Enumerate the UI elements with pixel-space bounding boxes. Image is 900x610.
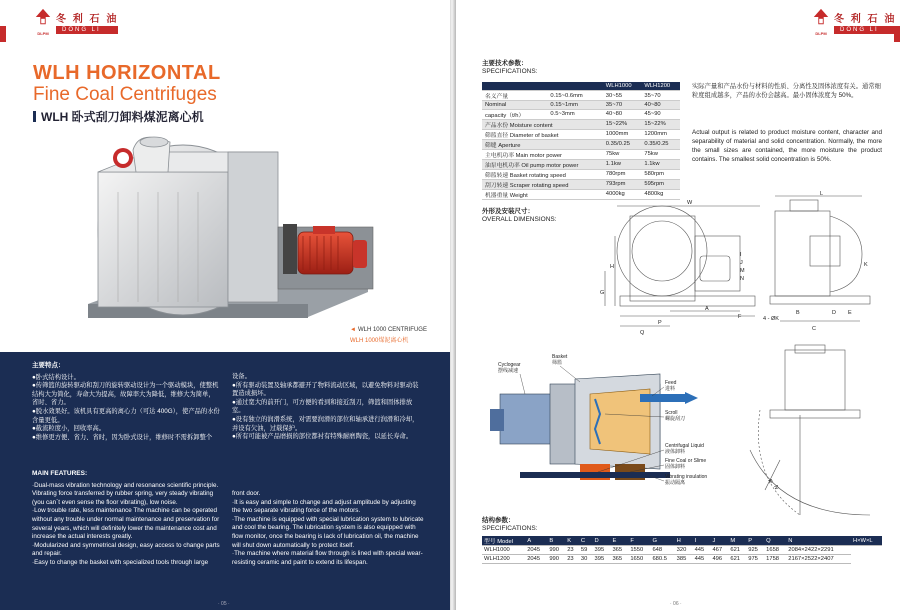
page-title: WLH HORIZONTAL (33, 62, 221, 84)
struct-cell: 621 (728, 546, 746, 555)
spec-value: 580rpm (641, 169, 680, 179)
corner-bar (0, 26, 6, 42)
spec-value: 0.35/0.25 (641, 139, 680, 149)
spec-label: 刮刀转速 Scraper rotating speed (482, 179, 603, 189)
brand-logo-icon (34, 8, 52, 26)
dim-label-g: G (600, 290, 605, 296)
feature-cn-item: ●所有驱动装置及轴承都避开了物料流动区域，以避免物料对驱动装置造成损坏。 (232, 381, 419, 398)
spec-value: 4800kg (641, 189, 680, 199)
dims-heading (482, 208, 557, 224)
feature-cn-item: 设备。 (232, 373, 251, 380)
features-en-heading: MAIN FEATURES: (32, 470, 88, 477)
struct-cell: 385 (675, 555, 693, 564)
struct-heading-en: SPECIFICATIONS: (482, 525, 538, 532)
spec-row (482, 101, 680, 110)
struct-cell: 23 (565, 555, 579, 564)
struct-cell: 990 (547, 555, 565, 564)
brand-header (812, 8, 896, 36)
struct-cell: 445 (693, 546, 711, 555)
struct-cell: 1550 (628, 546, 650, 555)
struct-cell: 1650 (628, 555, 650, 564)
feature-en-item: ·The machine is equipped with special lubrication system to lubricate and cool the bearing. The lubrication system is also equipped with flow monitor, once the bearing is lack of lubrication oil, the machine will shut down automatically to protect itself. (232, 515, 424, 549)
spec-value: 0.35/0.25 (603, 139, 642, 149)
struct-cell: 680.5 (650, 555, 674, 564)
photo-caption-en: ◄ WLH 1000 CENTRIFUGE (350, 327, 427, 333)
page-title-cn: WLH 卧式刮刀卸料煤泥离心机 (33, 108, 204, 125)
struct-col-header: H (675, 536, 693, 546)
part-vib-en: Vibrating insulation (665, 474, 708, 480)
spec-value: 30~55 (603, 91, 642, 101)
spec-value: 35~70 (603, 101, 642, 110)
dim-label-h: H (610, 264, 614, 270)
dim-label-i: I (740, 252, 742, 258)
part-vib-cn: 振动隔离 (665, 480, 686, 486)
spec-value: 15~22% (641, 119, 680, 129)
spec-value: 1.1kw (641, 159, 680, 169)
struct-cell: 990 (547, 546, 565, 555)
note-en: Actual output is related to product moisture content, character and separability of material and solid concentration. Normally, the more the small sizes are contained, the more moisture the product contains. The smallest solid concentration is 50%. (692, 129, 882, 163)
struct-cell: 496 (710, 555, 728, 564)
feature-cn-item: ●设有独立的润滑系统，对需要润滑的部位和轴承进行润滑和冷却，并设有欠油，过载保护。 (232, 415, 419, 432)
features-en-right (232, 490, 424, 567)
dim-label-j: J (740, 260, 743, 266)
struct-cell: 2167×2522×2407 (786, 555, 851, 564)
section-drawing (480, 354, 720, 494)
spec-label: 名义产量 (482, 91, 547, 101)
feature-en-item: ·The machine where material flow through is lined with special wear-resisting ceramic and paint to extend its lifespan. (232, 550, 423, 566)
struct-heading (482, 517, 538, 533)
struct-cell: 320 (675, 546, 693, 555)
struct-cell: 2084×2422×2291 (786, 546, 851, 555)
struct-col-header: 型号 Model (482, 536, 525, 546)
brand-name-en: DONG LI (56, 26, 118, 34)
struct-col-header: H×W×L (851, 536, 882, 546)
dim-label-w: W (687, 200, 693, 206)
brand-logo-text: DLPM (815, 31, 827, 36)
struct-cell: 365 (610, 555, 628, 564)
dims-heading-cn: 外形及安装尺寸： (482, 208, 534, 215)
struct-cell: WLH1000 (482, 546, 525, 555)
struct-row (482, 555, 882, 564)
spec-row (482, 179, 680, 189)
struct-cell: 395 (593, 546, 611, 555)
dim-label-r: R (766, 478, 774, 485)
spec-value: 45~90 (641, 109, 680, 119)
spec-value: 4000kg (603, 189, 642, 199)
spec-value: 780rpm (603, 169, 642, 179)
feature-cn-item: ●截流粒度小，回收率高。 (32, 425, 106, 433)
spec-row (482, 139, 680, 149)
struct-col-header: C (579, 536, 593, 546)
brand-name-en: DONG LI (834, 26, 896, 34)
struct-col-header: N (786, 536, 851, 546)
struct-header-row (482, 536, 882, 546)
struct-cell: 30 (579, 555, 593, 564)
spec-label: 油泵电机功率 Oil pump motor power (482, 159, 603, 169)
right-page (456, 0, 900, 610)
spec-value: 40~80 (603, 109, 642, 119)
dim-label-k: K (864, 262, 868, 268)
part-basket-cn: 筛篮 (552, 360, 563, 366)
struct-col-header: F (628, 536, 650, 546)
page-number: · 05 · (218, 601, 230, 607)
spec-value: 40~80 (641, 101, 680, 110)
dim-label-holes: 4 - ØK (763, 316, 779, 322)
part-liquid-cn: 液体卸料 (665, 449, 686, 455)
spec-label: 主电机功率 Main motor power (482, 149, 603, 159)
struct-cell: 467 (710, 546, 728, 555)
dim-label-f: F (738, 314, 742, 320)
spec-value: 793rpm (603, 179, 642, 189)
spec-row (482, 119, 680, 129)
struct-cell: WLH1200 (482, 555, 525, 564)
spec-value: 35~70 (641, 91, 680, 101)
spec-row (482, 91, 680, 101)
page-subtitle: Fine Coal Centrifuges (33, 84, 217, 105)
dim-label-c: C (812, 326, 816, 332)
spec-heading (482, 60, 538, 76)
struct-col-header: A (525, 536, 547, 546)
feature-cn-item: ●通过宽大的前开门，可方便的看到和接近刮刀，筛篮和固体排放室。 (232, 398, 413, 415)
spec-label: capacity（t/h） (482, 109, 547, 119)
dim-label-a: A (705, 306, 709, 312)
feature-cn-item: ●维修更方便、省力、省时，因为卧式设计，维修时不需拆卸整个 (32, 433, 213, 441)
struct-row (482, 546, 882, 555)
spec-label: 机器重量 Weight (482, 189, 603, 199)
struct-cell: 621 (728, 555, 746, 564)
brand-header (34, 8, 118, 36)
feature-en-item: ·Easy to change the basket with specialized tools through large (32, 558, 209, 566)
struct-heading-cn: 结构参数： (482, 517, 515, 524)
dim-label-l: L (820, 191, 824, 197)
dim-label-m: M (740, 268, 745, 274)
spec-col-header: WLH1200 (641, 82, 680, 91)
spec-sublabel: 0.15~1mm (547, 101, 602, 110)
struct-cell: 1758 (764, 555, 786, 564)
part-coal-cn: 固体卸料 (665, 464, 686, 470)
spec-row (482, 169, 680, 179)
part-cyclogear-en: Cyclogear (498, 362, 521, 368)
struct-col-header: I (693, 536, 711, 546)
note-cn: 实际产量和产品水份与材料的性质、分离性及固体浓度有关。通常细粒度组成越多，产品的水份会越高。最小固体浓度为 50%。 (692, 83, 881, 99)
struct-col-header: Q (764, 536, 786, 546)
brand-logo (34, 8, 52, 36)
spec-row (482, 129, 680, 139)
dim-label-e: E (848, 310, 852, 316)
struct-table (482, 536, 882, 564)
feature-cn-item: ●传筛篮的旋转驱动和刮刀的旋转驱动设计为一个驱动模块，使整机结构大为简化，寿命大为提高，故障率大为降低，维修大为简单，省时、省力。 (32, 382, 219, 407)
struct-col-header: J (710, 536, 728, 546)
spec-row (482, 109, 680, 119)
spec-label: 筛篮转速 Basket rotating speed (482, 169, 603, 179)
dim-label-n2: N (772, 484, 780, 491)
features-en-left (32, 470, 222, 568)
spec-row (482, 159, 680, 169)
corner-bar (894, 26, 900, 42)
spec-table (482, 82, 680, 200)
struct-col-header: E (610, 536, 628, 546)
door-swing-drawing (740, 340, 890, 525)
dim-label-d: D (832, 310, 836, 316)
struct-cell: 975 (746, 555, 764, 564)
spec-heading-cn: 主要技术参数： (482, 60, 528, 67)
feature-cn-item: ●所有可能被产品磨损的部位都衬有特殊耐磨陶瓷，以延长寿命。 (232, 433, 413, 441)
spec-value: 1200mm (641, 129, 680, 139)
spec-label: Nominal (482, 101, 547, 110)
struct-cell: 648 (650, 546, 674, 555)
struct-col-header: G (650, 536, 674, 546)
spec-sublabel: 0.5~3mm (547, 109, 602, 119)
brand-name-cn: 冬 利 石 油 (56, 14, 119, 25)
part-basket-en: Basket (552, 354, 568, 360)
struct-cell: 445 (693, 555, 711, 564)
spec-value: 595rpm (641, 179, 680, 189)
part-cyclogear-cn: 摆线减速 (498, 368, 519, 374)
brand-logo (812, 8, 830, 36)
struct-col-header: D (593, 536, 611, 546)
spec-header-blank (482, 82, 603, 91)
brand-name-cn: 冬 利 石 油 (834, 14, 897, 25)
dim-label-n: N (740, 276, 744, 282)
spec-value: 75kw (603, 149, 642, 159)
features-cn-left (32, 362, 220, 442)
features-cn-heading: 主要特点： (32, 362, 65, 369)
spec-heading-en: SPECIFICATIONS: (482, 68, 538, 75)
brand-logo-icon (812, 8, 830, 26)
page-number: · 06 · (670, 601, 682, 607)
part-feed-cn: 进料 (665, 386, 676, 392)
struct-col-header: K (565, 536, 579, 546)
spec-value: 15~22% (603, 119, 642, 129)
spec-col-header: WLH1000 (603, 82, 642, 91)
spec-label: 筛缝 Aperture (482, 139, 603, 149)
spec-value: 1000mm (603, 129, 642, 139)
dims-heading-en: OVERALL DIMENSIONS: (482, 216, 557, 223)
struct-col-header: M (728, 536, 746, 546)
struct-cell: 2045 (525, 555, 547, 564)
brand-logo-text: DLPM (37, 31, 49, 36)
struct-cell: 1658 (764, 546, 786, 555)
spec-header-row (482, 82, 680, 91)
feature-en-item: ·Low trouble rate, less maintenance The machine can be operated without any trouble under normal maintenance and preservation for several years, which will definitely lower the maintenance cost and increase the actual interests greatly. (32, 507, 220, 541)
struct-cell: 395 (593, 555, 611, 564)
dim-label-b: B (796, 310, 800, 316)
feature-cn-item: ●脱水效果好。该机具有更高的离心力（可达 400G），使产品的水份含量更低。 (32, 407, 220, 424)
spec-value: 1.1kw (603, 159, 642, 169)
spec-label: 筛篮直径 Diameter of basket (482, 129, 603, 139)
struct-col-header: P (746, 536, 764, 546)
feature-en-item: ·Modularized and symmetrical design, easy access to change parts and repair. (32, 541, 220, 558)
photo-caption-cn: WLH 1000煤泥离心机 (350, 338, 409, 344)
struct-cell: 23 (565, 546, 579, 555)
feature-cn-item: ●卧式结构设计。 (32, 373, 80, 381)
dim-label-q: Q (640, 330, 645, 336)
struct-cell: 365 (610, 546, 628, 555)
struct-cell: 2045 (525, 546, 547, 555)
struct-cell: 925 (746, 546, 764, 555)
part-scroll-cn: 螺旋刮刀 (665, 416, 686, 422)
struct-cell: 59 (579, 546, 593, 555)
dim-label-p: P (658, 320, 662, 326)
spec-row (482, 149, 680, 159)
part-coal-en: Fine Coal or Slime (665, 458, 707, 464)
features-panel (0, 352, 450, 610)
part-feed-en: Feed (665, 380, 677, 386)
spec-label: 产品水份 Moisture content (482, 119, 603, 129)
centrifuge-photo (78, 132, 378, 337)
spec-sublabel: 0.15~0.6mm (547, 91, 602, 101)
part-scroll-en: Scroll (665, 410, 678, 416)
feature-en-item: ·It is easy and simple to change and adjust amplitude by adjusting the two separate vibrating force of the motors. (232, 498, 416, 515)
struct-col-header: B (547, 536, 565, 546)
feature-en-item: front door. (232, 490, 261, 497)
feature-en-item: ·Dual-mass vibration technology and resonance scientific principle. Vibrating force transferred by rubber spring, very steady vibrating (you can`t even sense the floor vibrating), low noise. (32, 481, 219, 506)
features-cn-right (232, 373, 422, 442)
part-liquid-en: Centrifugal Liquid (665, 443, 704, 449)
spec-value: 75kw (641, 149, 680, 159)
